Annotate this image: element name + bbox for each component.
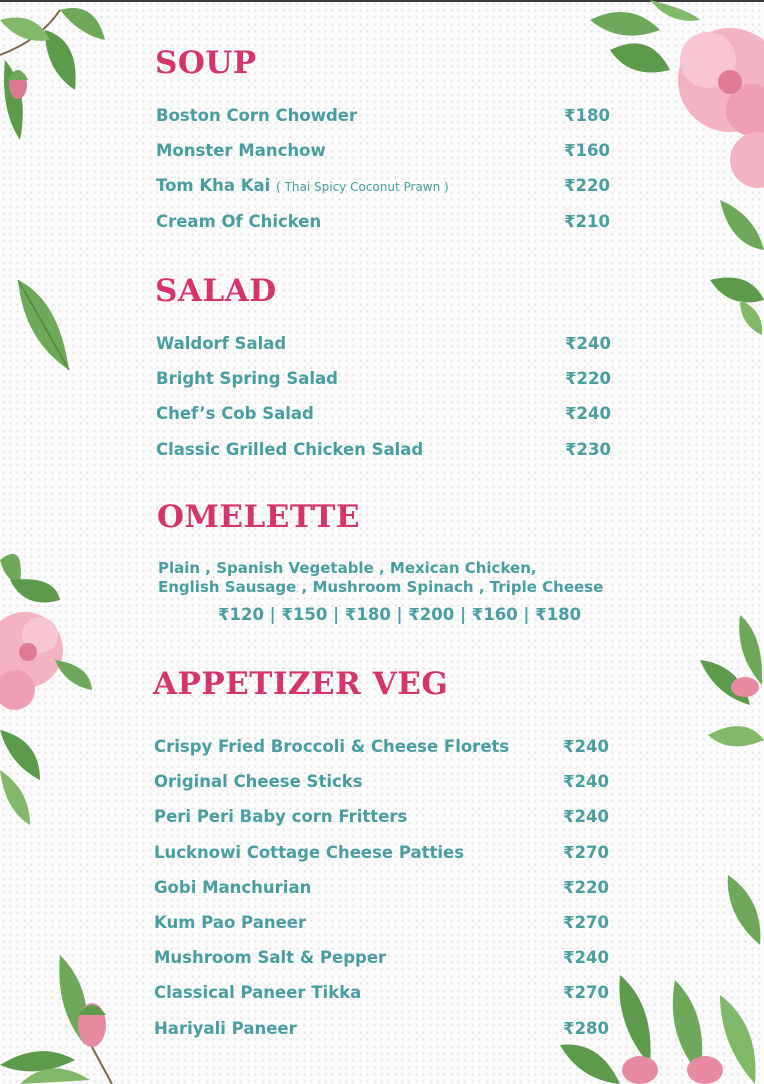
menu-item (154, 913, 609, 948)
appetizer-veg-heading: APPETIZER VEG (153, 666, 449, 702)
menu-item (156, 106, 610, 141)
item-price: ₹240 (563, 737, 609, 756)
omelette-varieties-line-1: Plain , Spanish Vegetable , Mexican Chicken, (158, 559, 537, 577)
item-name: Hariyali Paneer (154, 1018, 297, 1038)
floral-right-middle-decoration (700, 615, 764, 785)
floral-bottom-left-decoration (0, 955, 130, 1084)
menu-item (156, 404, 611, 439)
item-name: Boston Corn Chowder (156, 106, 358, 125)
menu-item (154, 737, 609, 772)
item-name-with-note (156, 176, 449, 197)
item-price: ₹220 (563, 877, 609, 897)
item-name: Tom Kha Kai (156, 176, 271, 196)
item-price: ₹270 (563, 842, 609, 862)
item-name: Peri Peri Baby corn Fritters (154, 807, 408, 827)
item-price: ₹240 (563, 772, 609, 792)
soup-list (156, 106, 610, 247)
menu-item (154, 807, 609, 842)
item-price: ₹230 (565, 439, 611, 459)
item-note: ( Thai Spicy Coconut Prawn ) (276, 180, 449, 195)
item-name: Waldorf Salad (156, 334, 287, 353)
appetizer-veg-list (154, 737, 609, 1054)
item-name: Gobi Manchurian (154, 877, 312, 897)
menu-item (154, 983, 609, 1018)
menu-item (154, 878, 609, 913)
leaf-left-decoration (14, 280, 74, 375)
item-price: ₹220 (564, 176, 610, 196)
item-name: Mushroom Salt & Pepper (154, 948, 387, 968)
item-name: Classic Grilled Chicken Salad (156, 439, 424, 459)
item-name: Kum Pao Paneer (154, 912, 307, 932)
menu-item (156, 212, 610, 247)
item-price: ₹270 (563, 983, 609, 1003)
item-price: ₹270 (563, 912, 609, 932)
menu-item (154, 772, 609, 807)
omelette-prices: ₹120 | ₹150 | ₹180 | ₹200 | ₹160 | ₹180 (218, 605, 582, 624)
item-price: ₹280 (563, 1018, 609, 1038)
floral-top-right-decoration (590, 0, 764, 340)
item-price: ₹240 (563, 807, 609, 827)
menu-item (156, 141, 610, 176)
item-name: Cream Of Chicken (156, 211, 322, 231)
item-name: Bright Spring Salad (156, 369, 338, 389)
item-price: ₹160 (564, 141, 610, 161)
item-name: Chef’s Cob Salad (156, 404, 314, 424)
omelette-varieties-line-2: English Sausage , Mushroom Spinach , Triple Cheese (158, 578, 604, 596)
menu-item (156, 369, 611, 404)
salad-list (156, 334, 611, 475)
floral-left-middle-decoration (0, 540, 95, 830)
item-price: ₹240 (565, 404, 611, 424)
menu-item (156, 440, 611, 475)
item-price: ₹240 (563, 948, 609, 968)
menu-item (154, 1019, 609, 1054)
item-price: ₹180 (564, 106, 610, 125)
item-name: Lucknowi Cottage Cheese Patties (154, 842, 465, 862)
menu-item (154, 843, 609, 878)
floral-top-left-decoration (0, 0, 115, 170)
menu-item (156, 334, 611, 369)
item-price: ₹220 (565, 369, 611, 389)
omelette-heading: OMELETTE (157, 499, 361, 535)
menu-item (154, 948, 609, 983)
item-name: Classical Paneer Tikka (154, 983, 362, 1003)
salad-heading: SALAD (155, 273, 277, 309)
item-price: ₹240 (565, 334, 611, 353)
item-price: ₹210 (564, 211, 610, 231)
menu-item (156, 176, 610, 211)
item-name: Monster Manchow (156, 141, 326, 161)
item-name: Crispy Fried Broccoli & Cheese Florets (154, 737, 510, 756)
item-name: Original Cheese Sticks (154, 772, 363, 792)
soup-heading: SOUP (155, 45, 257, 81)
